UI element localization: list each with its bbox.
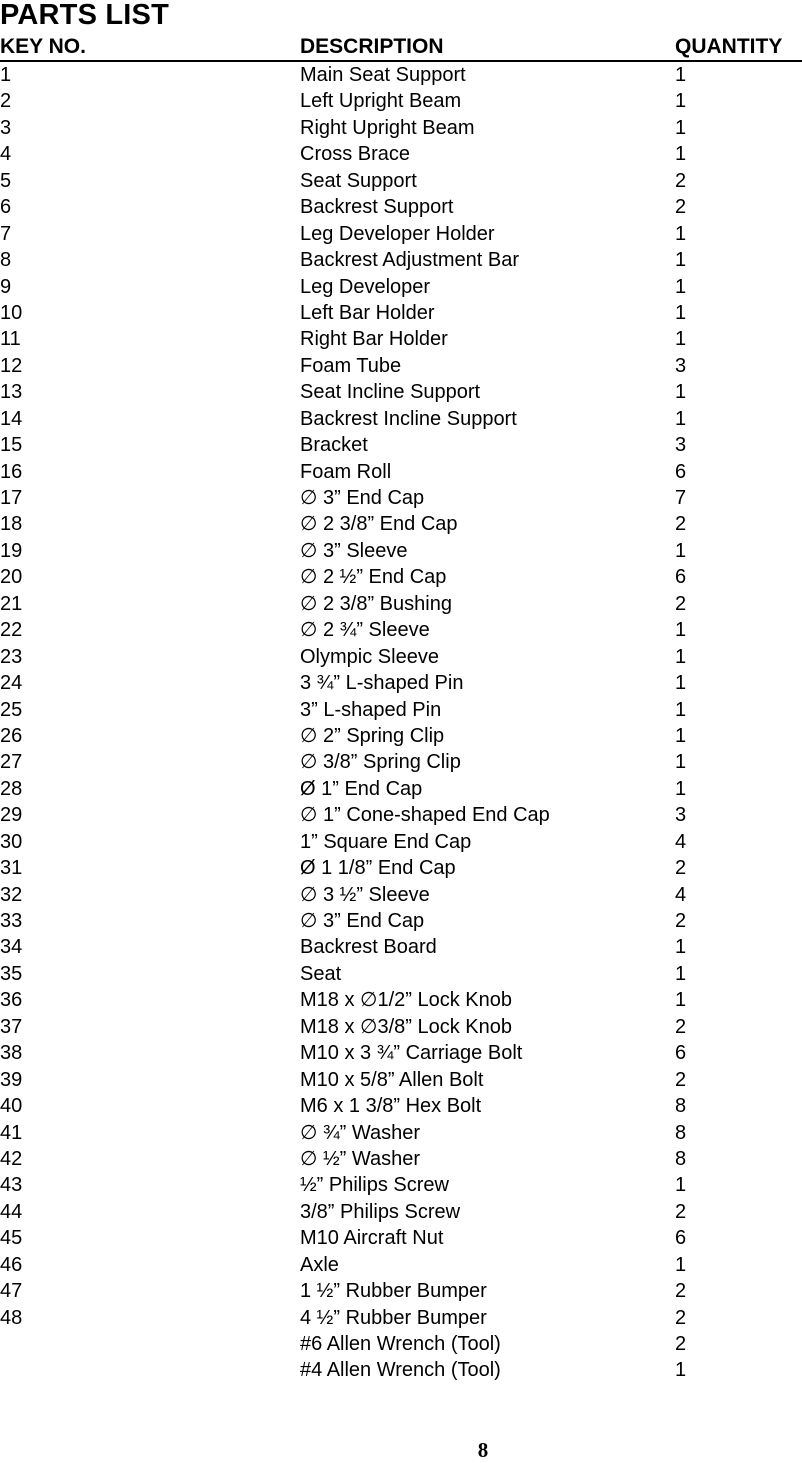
part-key-no: 18 (0, 513, 23, 536)
parts-table (0, 62, 802, 1384)
part-quantity: 3 (675, 354, 687, 377)
table-row (0, 564, 802, 590)
part-key-no: 28 (0, 777, 23, 800)
part-description: Backrest Support (300, 196, 454, 219)
part-description: #6 Allen Wrench (Tool) (300, 1333, 501, 1355)
part-description: M6 x 1 3/8” Hex Bolt (300, 1095, 482, 1118)
table-row (0, 511, 802, 537)
part-key-no: 34 (0, 936, 23, 959)
part-quantity: 1 (675, 407, 687, 430)
part-quantity: 6 (675, 1042, 687, 1065)
part-description: ∅ ½” Washer (300, 1147, 421, 1170)
part-key-no: 9 (0, 275, 12, 298)
part-quantity: 1 (675, 672, 687, 695)
part-quantity: 2 (675, 592, 687, 615)
part-description: Seat Incline Support (300, 381, 481, 404)
part-description: Right Upright Beam (300, 116, 475, 139)
table-row (0, 326, 802, 352)
table-row (0, 379, 802, 405)
part-quantity: 1 (675, 1174, 687, 1197)
part-description: M10 Aircraft Nut (300, 1227, 444, 1250)
part-key-no: 5 (0, 169, 12, 192)
part-description: M18 x ∅1/2” Lock Knob (300, 989, 512, 1012)
table-row (0, 1305, 802, 1331)
part-description: ∅ ¾” Washer (300, 1121, 421, 1144)
table-row (0, 221, 802, 247)
part-key-no: 22 (0, 619, 23, 642)
part-key-no: 44 (0, 1200, 23, 1223)
table-row (0, 459, 802, 485)
part-key-no: 12 (0, 354, 23, 377)
part-quantity: 2 (675, 1068, 687, 1091)
table-row (0, 274, 802, 300)
part-quantity: 1 (675, 989, 687, 1012)
part-description: Left Upright Beam (300, 90, 462, 113)
part-quantity: 6 (675, 1227, 687, 1250)
table-row (0, 802, 802, 828)
part-description: Backrest Incline Support (300, 407, 517, 430)
part-key-no: 4 (0, 143, 12, 166)
table-row (0, 300, 802, 326)
part-key-no: 32 (0, 883, 23, 906)
part-quantity: 1 (675, 143, 687, 166)
part-quantity: 8 (675, 1147, 687, 1170)
part-quantity: 1 (675, 1253, 687, 1276)
part-quantity: 1 (675, 936, 687, 959)
part-quantity: 7 (675, 487, 687, 509)
part-description: 3 ¾” L-shaped Pin (300, 672, 464, 695)
part-description: M10 x 5/8” Allen Bolt (300, 1068, 484, 1091)
table-row (0, 88, 802, 114)
part-quantity: 8 (675, 1121, 687, 1144)
part-description: ∅ 2 ½” End Cap (300, 566, 447, 589)
table-row (0, 141, 802, 167)
table-row (0, 1014, 802, 1040)
table-row (0, 934, 802, 960)
table-row (0, 194, 802, 220)
part-description: ∅ 3” Sleeve (300, 539, 408, 562)
table-row (0, 697, 802, 723)
part-description: 1 ½” Rubber Bumper (300, 1280, 487, 1303)
part-key-no: 16 (0, 460, 23, 483)
part-description: Main Seat Support (300, 64, 466, 86)
table-row (0, 1331, 802, 1357)
table-row (0, 829, 802, 855)
header-key-no: KEY NO. (0, 35, 86, 58)
part-quantity: 2 (675, 857, 687, 880)
table-row (0, 538, 802, 564)
part-key-no: 39 (0, 1068, 23, 1091)
part-description: 1” Square End Cap (300, 830, 472, 853)
part-description: M10 x 3 ¾” Carriage Bolt (300, 1042, 523, 1065)
part-key-no: 27 (0, 751, 23, 774)
table-row (0, 1252, 802, 1278)
part-key-no: 37 (0, 1015, 23, 1038)
part-quantity: 8 (675, 1095, 687, 1118)
part-quantity: 1 (675, 645, 687, 668)
part-quantity: 4 (675, 883, 687, 906)
table-row (0, 591, 802, 617)
table-row (0, 617, 802, 643)
part-quantity: 2 (675, 1306, 687, 1329)
part-description: ∅ 2 3/8” Bushing (300, 592, 452, 615)
part-quantity: 1 (675, 539, 687, 562)
table-row (0, 987, 802, 1013)
part-quantity: 1 (675, 116, 687, 139)
part-key-no: 41 (0, 1121, 23, 1144)
part-quantity: 2 (675, 1333, 687, 1355)
table-row (0, 723, 802, 749)
part-key-no: 33 (0, 910, 23, 932)
part-description: Left Bar Holder (300, 301, 435, 324)
part-key-no: 47 (0, 1280, 23, 1303)
table-row (0, 1067, 802, 1093)
part-key-no: 20 (0, 566, 23, 589)
part-description: M18 x ∅3/8” Lock Knob (300, 1015, 512, 1038)
table-row (0, 1146, 802, 1172)
part-key-no: 17 (0, 487, 23, 509)
part-description: ∅ 3 ½” Sleeve (300, 883, 430, 906)
part-quantity: 2 (675, 1200, 687, 1223)
table-row (0, 353, 802, 379)
part-quantity: 2 (675, 513, 687, 536)
table-row (0, 855, 802, 881)
part-key-no: 24 (0, 672, 23, 695)
part-key-no: 31 (0, 857, 23, 880)
part-key-no: 13 (0, 381, 23, 404)
table-row (0, 168, 802, 194)
part-quantity: 1 (675, 724, 687, 747)
page-title: PARTS LIST (0, 0, 170, 31)
part-description: ∅ 2 ¾” Sleeve (300, 619, 430, 642)
part-quantity: 2 (675, 910, 687, 932)
part-quantity: 1 (675, 381, 687, 404)
table-row (0, 406, 802, 432)
part-key-no: 21 (0, 592, 23, 615)
part-quantity: 4 (675, 830, 687, 853)
table-row (0, 62, 802, 88)
table-row (0, 1278, 802, 1304)
table-row (0, 485, 802, 511)
part-key-no: 25 (0, 698, 23, 721)
part-quantity: 1 (675, 275, 687, 298)
part-key-no: 36 (0, 989, 23, 1012)
table-row (0, 670, 802, 696)
part-description: ∅ 3/8” Spring Clip (300, 751, 461, 774)
part-quantity: 6 (675, 460, 687, 483)
part-description: ∅ 3” End Cap (300, 487, 425, 509)
part-description: Olympic Sleeve (300, 645, 439, 668)
part-quantity: 3 (675, 804, 687, 827)
part-description: Seat Support (300, 169, 417, 192)
part-description: Leg Developer (300, 275, 431, 298)
table-row (0, 1225, 802, 1251)
part-description: Leg Developer Holder (300, 222, 495, 245)
part-description: #4 Allen Wrench (Tool) (300, 1359, 501, 1382)
part-key-no: 38 (0, 1042, 23, 1065)
part-quantity: 1 (675, 301, 687, 324)
part-key-no: 40 (0, 1095, 23, 1118)
part-key-no: 6 (0, 196, 12, 219)
part-quantity: 2 (675, 1280, 687, 1303)
part-key-no: 46 (0, 1253, 23, 1276)
table-row (0, 1040, 802, 1066)
table-row (0, 1120, 802, 1146)
part-key-no: 42 (0, 1147, 23, 1170)
part-description: 3” L-shaped Pin (300, 698, 442, 721)
part-quantity: 1 (675, 751, 687, 774)
part-description: Bracket (300, 434, 368, 457)
part-description: Cross Brace (300, 143, 411, 166)
part-key-no: 15 (0, 434, 23, 457)
part-key-no: 48 (0, 1306, 23, 1329)
part-key-no: 35 (0, 962, 23, 985)
part-quantity: 1 (675, 328, 687, 351)
part-description: ∅ 2” Spring Clip (300, 724, 445, 747)
table-row (0, 961, 802, 987)
part-quantity: 1 (675, 619, 687, 642)
table-row (0, 1172, 802, 1198)
part-description: 4 ½” Rubber Bumper (300, 1306, 487, 1329)
part-quantity: 1 (675, 1359, 687, 1382)
part-key-no: 19 (0, 539, 23, 562)
part-description: ∅ 2 3/8” End Cap (300, 513, 458, 536)
table-header (0, 34, 802, 62)
part-description: Foam Tube (300, 354, 402, 377)
part-key-no: 14 (0, 407, 23, 430)
part-key-no: 29 (0, 804, 23, 827)
part-key-no: 23 (0, 645, 23, 668)
part-key-no: 1 (0, 64, 12, 86)
header-quantity: QUANTITY (675, 35, 783, 58)
part-quantity: 1 (675, 698, 687, 721)
table-row (0, 776, 802, 802)
table-row (0, 882, 802, 908)
header-description: DESCRIPTION (300, 35, 444, 58)
part-key-no: 2 (0, 90, 12, 113)
part-quantity: 6 (675, 566, 687, 589)
part-quantity: 1 (675, 249, 687, 272)
table-row (0, 432, 802, 458)
part-key-no: 8 (0, 249, 12, 272)
table-row (0, 1199, 802, 1225)
part-description: 3/8” Philips Screw (300, 1200, 461, 1223)
table-row (0, 247, 802, 273)
part-key-no: 10 (0, 301, 23, 324)
part-description: Foam Roll (300, 460, 392, 483)
part-quantity: 1 (675, 777, 687, 800)
part-description: Seat (300, 962, 342, 985)
table-row (0, 749, 802, 775)
part-key-no: 11 (0, 328, 21, 351)
part-quantity: 2 (675, 196, 687, 219)
part-description: ∅ 1” Cone-shaped End Cap (300, 804, 550, 827)
page-number: 8 (477, 1438, 489, 1462)
part-description: Axle (300, 1253, 339, 1276)
part-quantity: 1 (675, 962, 687, 985)
part-description: Backrest Board (300, 936, 437, 959)
part-quantity: 1 (675, 64, 687, 86)
part-quantity: 3 (675, 434, 687, 457)
part-description: Right Bar Holder (300, 328, 448, 351)
part-quantity: 2 (675, 169, 687, 192)
table-row (0, 1357, 802, 1383)
part-quantity: 1 (675, 222, 687, 245)
part-quantity: 2 (675, 1015, 687, 1038)
table-row (0, 1093, 802, 1119)
table-row (0, 115, 802, 141)
table-row (0, 908, 802, 934)
part-key-no: 45 (0, 1227, 23, 1250)
part-key-no: 30 (0, 830, 23, 853)
part-key-no: 3 (0, 116, 12, 139)
part-key-no: 7 (0, 222, 12, 245)
part-description: ½” Philips Screw (300, 1174, 449, 1197)
part-description: Ø 1” End Cap (300, 777, 423, 800)
part-key-no: 43 (0, 1174, 23, 1197)
table-row (0, 644, 802, 670)
part-description: Ø 1 1/8” End Cap (300, 857, 456, 880)
part-description: ∅ 3” End Cap (300, 910, 425, 932)
part-quantity: 1 (675, 90, 687, 113)
part-key-no: 26 (0, 724, 23, 747)
part-description: Backrest Adjustment Bar (300, 249, 519, 272)
